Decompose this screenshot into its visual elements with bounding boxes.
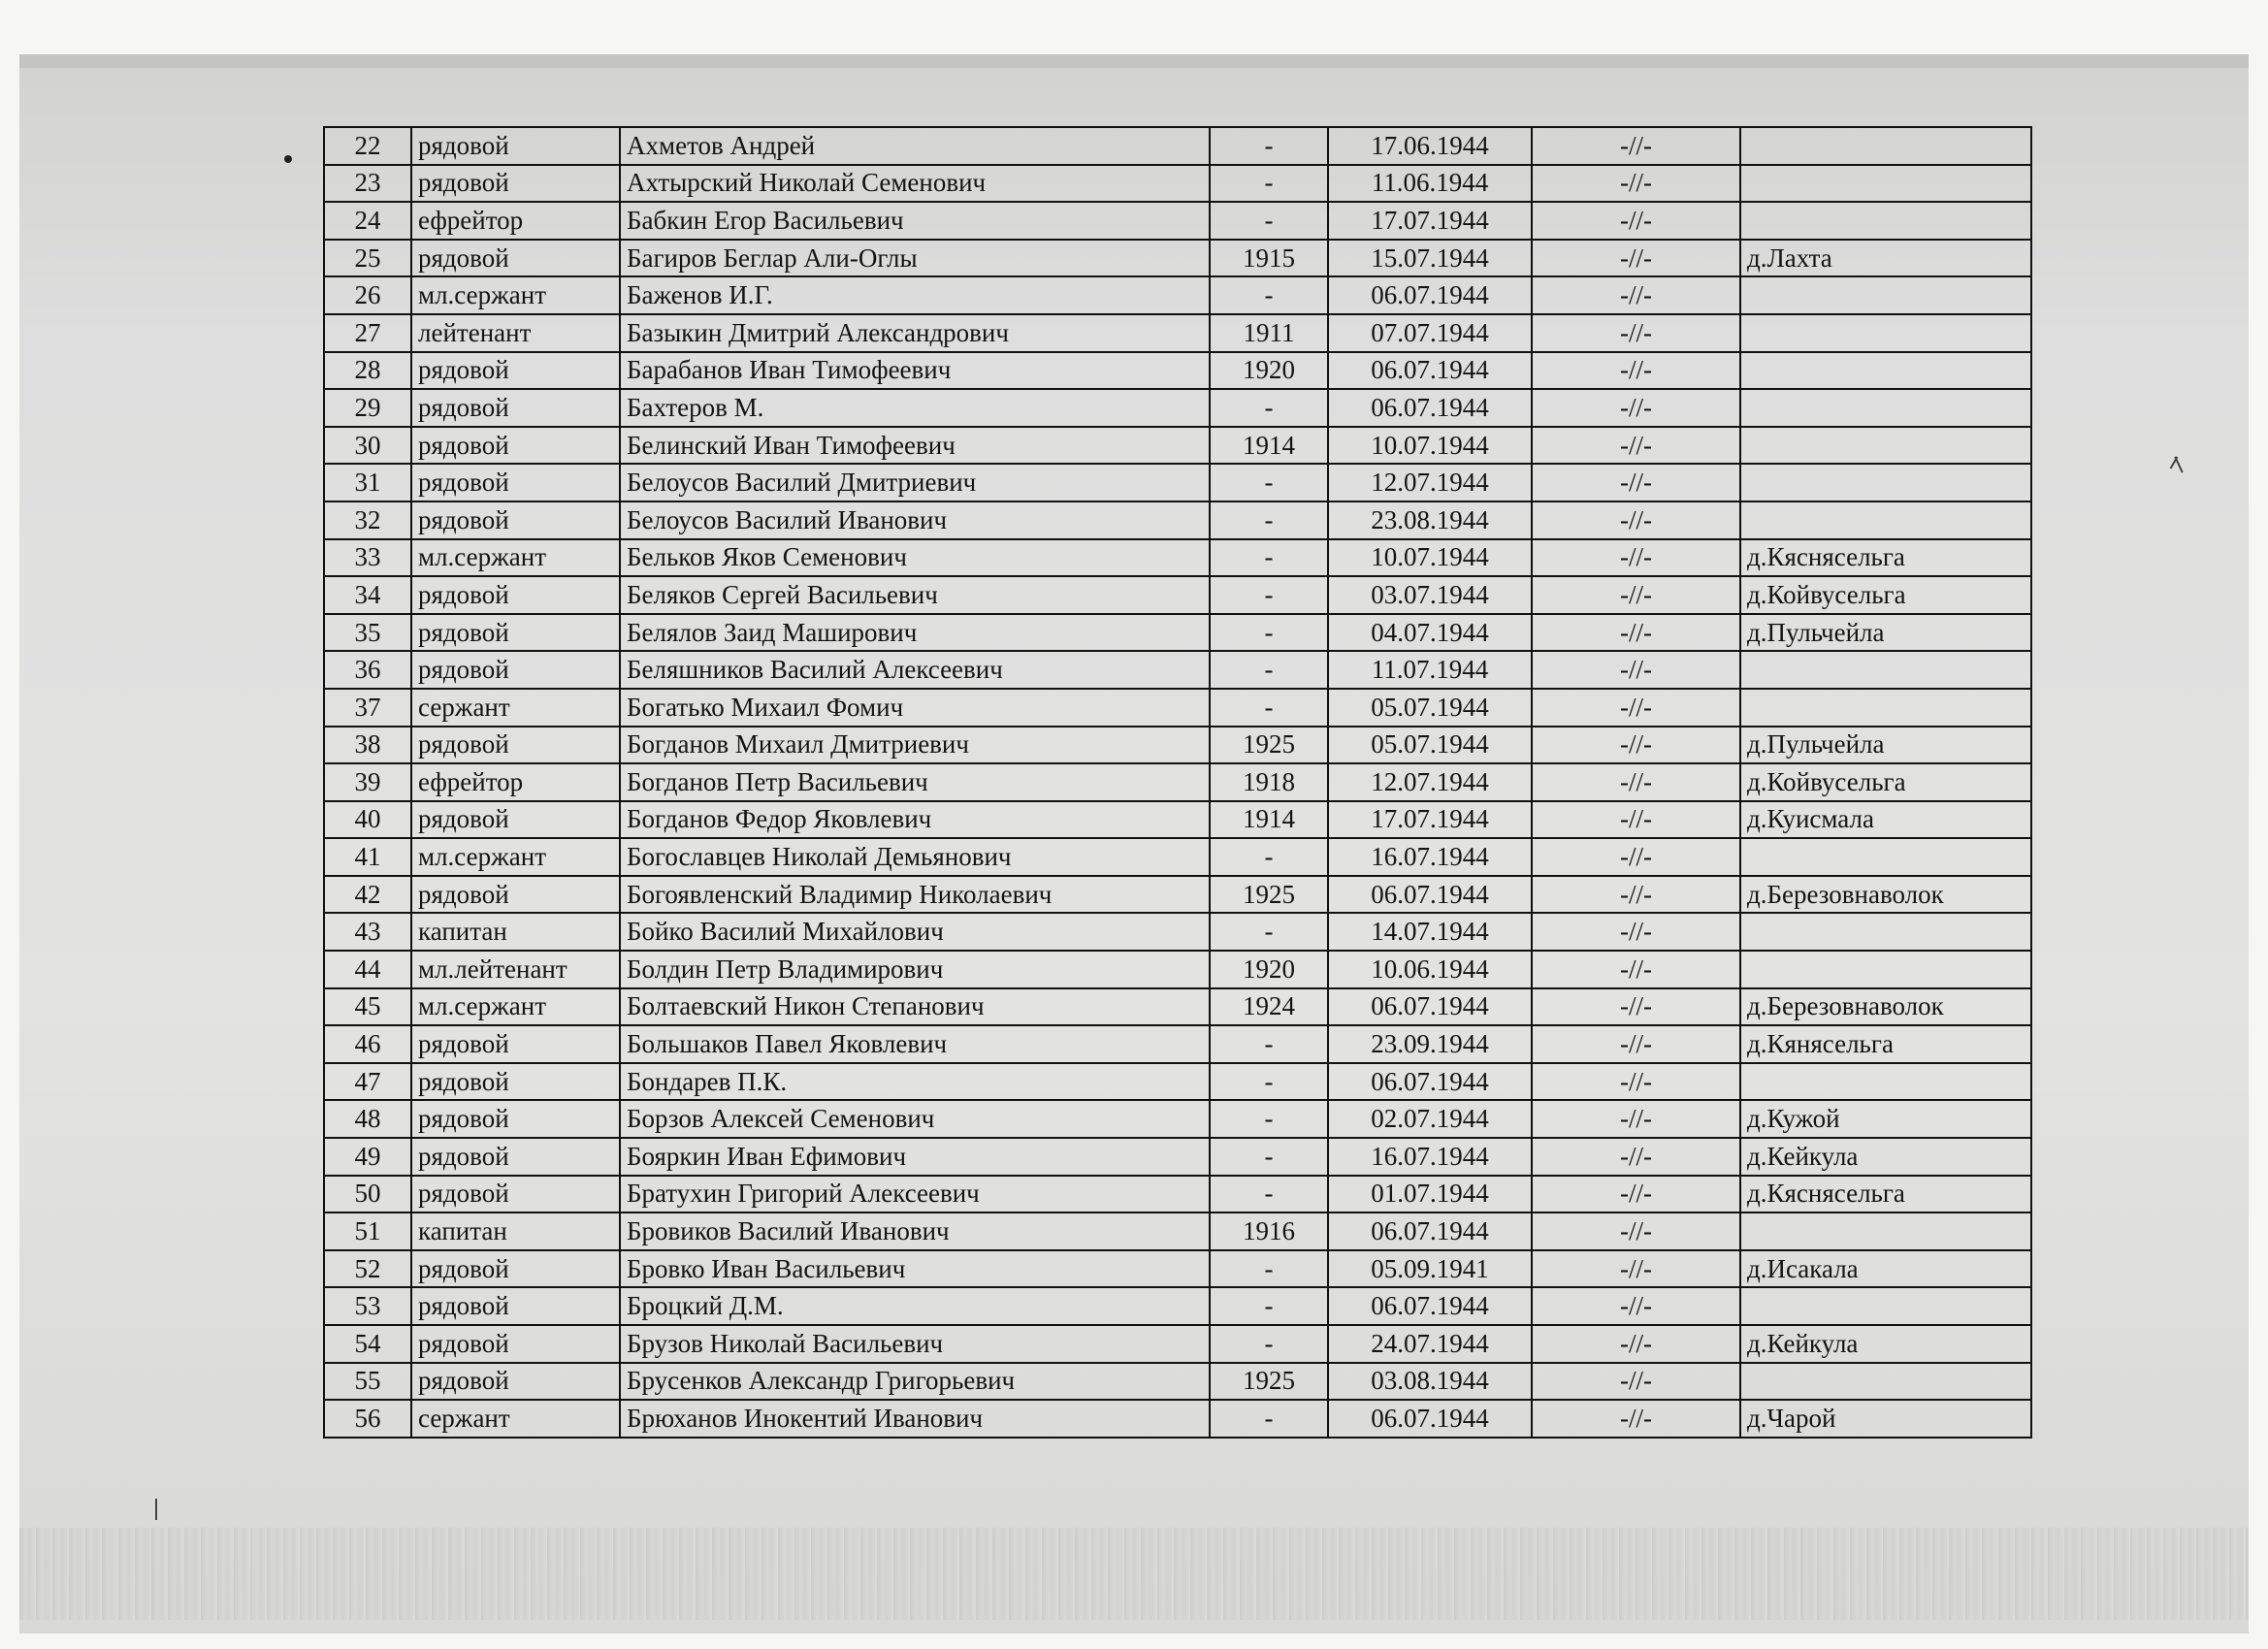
rank-cell: рядовой <box>411 727 620 764</box>
birth-year-cell: - <box>1210 1176 1328 1213</box>
row-number: 22 <box>324 127 411 165</box>
ditto-mark-cell: -//- <box>1532 127 1740 165</box>
row-number: 40 <box>324 801 411 839</box>
date-cell: 02.07.1944 <box>1328 1100 1532 1138</box>
full-name-cell: Бондарев П.К. <box>620 1063 1210 1101</box>
date-cell: 05.07.1944 <box>1328 727 1532 764</box>
full-name-cell: Болтаевский Никон Степанович <box>620 988 1210 1026</box>
table-row <box>324 727 2031 764</box>
birth-year-cell: 1925 <box>1210 1363 1328 1401</box>
date-cell: 11.06.1944 <box>1328 165 1532 203</box>
table-row <box>324 1400 2031 1438</box>
ditto-mark-cell: -//- <box>1532 539 1740 577</box>
place-cell: д.Пульчейла <box>1740 727 2031 764</box>
table-row <box>324 1063 2031 1101</box>
place-cell: д.Березовнаволок <box>1740 988 2031 1026</box>
place-cell: д.Койвусельга <box>1740 576 2031 614</box>
place-cell: д.Кужой <box>1740 1100 2031 1138</box>
row-number: 49 <box>324 1138 411 1176</box>
date-cell: 16.07.1944 <box>1328 1138 1532 1176</box>
rank-cell: мл.лейтенант <box>411 951 620 988</box>
ditto-mark-cell: -//- <box>1532 464 1740 501</box>
birth-year-cell: 1914 <box>1210 427 1328 465</box>
place-cell: д.Чарой <box>1740 1400 2031 1438</box>
place-cell: д.Пульчейла <box>1740 614 2031 652</box>
date-cell: 06.07.1944 <box>1328 876 1532 914</box>
date-cell: 05.07.1944 <box>1328 689 1532 727</box>
rank-cell: рядовой <box>411 1363 620 1401</box>
ditto-mark-cell: -//- <box>1532 913 1740 951</box>
full-name-cell: Большаков Павел Яковлевич <box>620 1025 1210 1063</box>
row-number: 26 <box>324 276 411 314</box>
birth-year-cell: - <box>1210 1063 1328 1101</box>
row-number: 33 <box>324 539 411 577</box>
place-cell: д.Кяснясельга <box>1740 1176 2031 1213</box>
full-name-cell: Бахтеров М. <box>620 389 1210 427</box>
birth-year-cell: 1925 <box>1210 876 1328 914</box>
table-row <box>324 576 2031 614</box>
place-cell <box>1740 314 2031 352</box>
rank-cell: рядовой <box>411 1325 620 1363</box>
date-cell: 06.07.1944 <box>1328 1287 1532 1325</box>
birth-year-cell: - <box>1210 1287 1328 1325</box>
birth-year-cell: - <box>1210 689 1328 727</box>
birth-year-cell: - <box>1210 1400 1328 1438</box>
ditto-mark-cell: -//- <box>1532 1287 1740 1325</box>
rank-cell: рядовой <box>411 1025 620 1063</box>
date-cell: 16.07.1944 <box>1328 838 1532 876</box>
rank-cell: рядовой <box>411 876 620 914</box>
table-row <box>324 614 2031 652</box>
table-row <box>324 1138 2031 1176</box>
full-name-cell: Базыкин Дмитрий Александрович <box>620 314 1210 352</box>
birth-year-cell: - <box>1210 1138 1328 1176</box>
ditto-mark-cell: -//- <box>1532 727 1740 764</box>
place-cell: д.Кянясельга <box>1740 1025 2031 1063</box>
place-cell <box>1740 127 2031 165</box>
row-number: 52 <box>324 1250 411 1288</box>
rank-cell: капитан <box>411 913 620 951</box>
row-number: 42 <box>324 876 411 914</box>
table-row <box>324 276 2031 314</box>
ditto-mark-cell: -//- <box>1532 240 1740 277</box>
place-cell <box>1740 838 2031 876</box>
birth-year-cell: - <box>1210 614 1328 652</box>
date-cell: 23.09.1944 <box>1328 1025 1532 1063</box>
place-cell <box>1740 427 2031 465</box>
birth-year-cell: - <box>1210 165 1328 203</box>
ditto-mark-cell: -//- <box>1532 876 1740 914</box>
birth-year-cell: - <box>1210 501 1328 539</box>
full-name-cell: Багиров Беглар Али-Оглы <box>620 240 1210 277</box>
ditto-mark-cell: -//- <box>1532 202 1740 240</box>
place-cell <box>1740 389 2031 427</box>
full-name-cell: Барабанов Иван Тимофеевич <box>620 352 1210 390</box>
table-row <box>324 1025 2031 1063</box>
table-row <box>324 651 2031 689</box>
table-row <box>324 988 2031 1026</box>
ditto-mark-cell: -//- <box>1532 801 1740 839</box>
birth-year-cell: - <box>1210 1100 1328 1138</box>
full-name-cell: Борзов Алексей Семенович <box>620 1100 1210 1138</box>
place-cell <box>1740 464 2031 501</box>
birth-year-cell: - <box>1210 1325 1328 1363</box>
row-number: 54 <box>324 1325 411 1363</box>
place-cell <box>1740 202 2031 240</box>
birth-year-cell: - <box>1210 576 1328 614</box>
full-name-cell: Богданов Петр Васильевич <box>620 763 1210 801</box>
table-row <box>324 1176 2031 1213</box>
date-cell: 14.07.1944 <box>1328 913 1532 951</box>
row-number: 23 <box>324 165 411 203</box>
full-name-cell: Бельков Яков Семенович <box>620 539 1210 577</box>
rank-cell: ефрейтор <box>411 202 620 240</box>
birth-year-cell: - <box>1210 913 1328 951</box>
ditto-mark-cell: -//- <box>1532 389 1740 427</box>
date-cell: 07.07.1944 <box>1328 314 1532 352</box>
ditto-mark-cell: -//- <box>1532 838 1740 876</box>
place-cell <box>1740 276 2031 314</box>
table-row <box>324 689 2031 727</box>
rank-cell: сержант <box>411 689 620 727</box>
rank-cell: рядовой <box>411 240 620 277</box>
row-number: 45 <box>324 988 411 1026</box>
table-row <box>324 539 2031 577</box>
row-number: 27 <box>324 314 411 352</box>
ditto-mark-cell: -//- <box>1532 1212 1740 1250</box>
date-cell: 06.07.1944 <box>1328 1063 1532 1101</box>
birth-year-cell: 1920 <box>1210 951 1328 988</box>
full-name-cell: Баженов И.Г. <box>620 276 1210 314</box>
rank-cell: рядовой <box>411 576 620 614</box>
ditto-mark-cell: -//- <box>1532 1400 1740 1438</box>
rank-cell: рядовой <box>411 127 620 165</box>
rank-cell: рядовой <box>411 1176 620 1213</box>
rank-cell: рядовой <box>411 1250 620 1288</box>
ditto-mark-cell: -//- <box>1532 763 1740 801</box>
row-number: 36 <box>324 651 411 689</box>
rank-cell: рядовой <box>411 501 620 539</box>
date-cell: 03.07.1944 <box>1328 576 1532 614</box>
table-row <box>324 389 2031 427</box>
row-number: 25 <box>324 240 411 277</box>
place-cell: д.Куисмала <box>1740 801 2031 839</box>
place-cell <box>1740 352 2031 390</box>
ditto-mark-cell: -//- <box>1532 1063 1740 1101</box>
table-row <box>324 1363 2031 1401</box>
row-number: 47 <box>324 1063 411 1101</box>
rank-cell: рядовой <box>411 165 620 203</box>
birth-year-cell: 1915 <box>1210 240 1328 277</box>
full-name-cell: Бабкин Егор Васильевич <box>620 202 1210 240</box>
table-row <box>324 501 2031 539</box>
place-cell <box>1740 651 2031 689</box>
rank-cell: мл.сержант <box>411 276 620 314</box>
birth-year-cell: 1918 <box>1210 763 1328 801</box>
full-name-cell: Ахметов Андрей <box>620 127 1210 165</box>
rank-cell: рядовой <box>411 427 620 465</box>
ditto-mark-cell: -//- <box>1532 1138 1740 1176</box>
birth-year-cell: - <box>1210 539 1328 577</box>
place-cell <box>1740 1212 2031 1250</box>
row-number: 37 <box>324 689 411 727</box>
place-cell <box>1740 1363 2031 1401</box>
table-row <box>324 913 2031 951</box>
table-row <box>324 876 2031 914</box>
birth-year-cell: - <box>1210 127 1328 165</box>
date-cell: 12.07.1944 <box>1328 763 1532 801</box>
birth-year-cell: - <box>1210 202 1328 240</box>
place-cell <box>1740 951 2031 988</box>
place-cell: д.Койвусельга <box>1740 763 2031 801</box>
birth-year-cell: 1914 <box>1210 801 1328 839</box>
table-row <box>324 801 2031 839</box>
date-cell: 04.07.1944 <box>1328 614 1532 652</box>
birth-year-cell: 1925 <box>1210 727 1328 764</box>
birth-year-cell: 1911 <box>1210 314 1328 352</box>
full-name-cell: Братухин Григорий Алексеевич <box>620 1176 1210 1213</box>
full-name-cell: Богданов Федор Яковлевич <box>620 801 1210 839</box>
place-cell: д.Исакала <box>1740 1250 2031 1288</box>
ink-mark <box>284 155 292 163</box>
row-number: 29 <box>324 389 411 427</box>
ditto-mark-cell: -//- <box>1532 1250 1740 1288</box>
full-name-cell: Бровиков Василий Иванович <box>620 1212 1210 1250</box>
ditto-mark-cell: -//- <box>1532 165 1740 203</box>
full-name-cell: Брусенков Александр Григорьевич <box>620 1363 1210 1401</box>
full-name-cell: Беляков Сергей Васильевич <box>620 576 1210 614</box>
ditto-mark-cell: -//- <box>1532 314 1740 352</box>
date-cell: 06.07.1944 <box>1328 988 1532 1026</box>
date-cell: 12.07.1944 <box>1328 464 1532 501</box>
row-number: 39 <box>324 763 411 801</box>
full-name-cell: Броцкий Д.М. <box>620 1287 1210 1325</box>
place-cell: д.Кяснясельга <box>1740 539 2031 577</box>
row-number: 32 <box>324 501 411 539</box>
rank-cell: рядовой <box>411 1138 620 1176</box>
row-number: 53 <box>324 1287 411 1325</box>
row-number: 41 <box>324 838 411 876</box>
ditto-mark-cell: -//- <box>1532 1363 1740 1401</box>
row-number: 28 <box>324 352 411 390</box>
full-name-cell: Бояркин Иван Ефимович <box>620 1138 1210 1176</box>
rank-cell: мл.сержант <box>411 988 620 1026</box>
rank-cell: капитан <box>411 1212 620 1250</box>
table-row <box>324 1100 2031 1138</box>
place-cell: д.Кейкула <box>1740 1325 2031 1363</box>
ditto-mark-cell: -//- <box>1532 427 1740 465</box>
date-cell: 17.07.1944 <box>1328 202 1532 240</box>
rank-cell: рядовой <box>411 464 620 501</box>
scan-artifact-mark <box>155 1499 157 1520</box>
place-cell: д.Березовнаволок <box>1740 876 2031 914</box>
row-number: 48 <box>324 1100 411 1138</box>
full-name-cell: Болдин Петр Владимирович <box>620 951 1210 988</box>
table-row <box>324 165 2031 203</box>
full-name-cell: Брюханов Инокентий Иванович <box>620 1400 1210 1438</box>
table-row <box>324 314 2031 352</box>
row-number: 44 <box>324 951 411 988</box>
ditto-mark-cell: -//- <box>1532 1025 1740 1063</box>
birth-year-cell: - <box>1210 389 1328 427</box>
date-cell: 01.07.1944 <box>1328 1176 1532 1213</box>
row-number: 55 <box>324 1363 411 1401</box>
table-row <box>324 763 2031 801</box>
row-number: 38 <box>324 727 411 764</box>
rank-cell: рядовой <box>411 801 620 839</box>
scan-bottom-noise <box>19 1528 2249 1620</box>
table-row <box>324 951 2031 988</box>
full-name-cell: Богоявленский Владимир Николаевич <box>620 876 1210 914</box>
row-number: 24 <box>324 202 411 240</box>
ditto-mark-cell: -//- <box>1532 276 1740 314</box>
table-row <box>324 352 2031 390</box>
row-number: 34 <box>324 576 411 614</box>
full-name-cell: Белоусов Василий Иванович <box>620 501 1210 539</box>
place-cell: д.Кейкула <box>1740 1138 2031 1176</box>
birth-year-cell: - <box>1210 838 1328 876</box>
birth-year-cell: 1916 <box>1210 1212 1328 1250</box>
full-name-cell: Бойко Василий Михайлович <box>620 913 1210 951</box>
row-number: 30 <box>324 427 411 465</box>
ditto-mark-cell: -//- <box>1532 614 1740 652</box>
table-row <box>324 427 2031 465</box>
ditto-mark-cell: -//- <box>1532 689 1740 727</box>
rank-cell: рядовой <box>411 1287 620 1325</box>
place-cell <box>1740 501 2031 539</box>
rank-cell: рядовой <box>411 614 620 652</box>
full-name-cell: Богославцев Николай Демьянович <box>620 838 1210 876</box>
row-number: 51 <box>324 1212 411 1250</box>
table-row <box>324 1325 2031 1363</box>
table-row <box>324 127 2031 165</box>
full-name-cell: Белоусов Василий Дмитриевич <box>620 464 1210 501</box>
date-cell: 11.07.1944 <box>1328 651 1532 689</box>
date-cell: 03.08.1944 <box>1328 1363 1532 1401</box>
place-cell <box>1740 1287 2031 1325</box>
scan-top-edge <box>19 54 2249 68</box>
rank-cell: рядовой <box>411 389 620 427</box>
date-cell: 06.07.1944 <box>1328 352 1532 390</box>
rank-cell: рядовой <box>411 1100 620 1138</box>
birth-year-cell: - <box>1210 464 1328 501</box>
table-row <box>324 1287 2031 1325</box>
rank-cell: мл.сержант <box>411 539 620 577</box>
full-name-cell: Бровко Иван Васильевич <box>620 1250 1210 1288</box>
rank-cell: рядовой <box>411 1063 620 1101</box>
birth-year-cell: - <box>1210 1025 1328 1063</box>
full-name-cell: Брузов Николай Васильевич <box>620 1325 1210 1363</box>
birth-year-cell: 1924 <box>1210 988 1328 1026</box>
ditto-mark-cell: -//- <box>1532 1325 1740 1363</box>
birth-year-cell: - <box>1210 1250 1328 1288</box>
ditto-mark-cell: -//- <box>1532 1176 1740 1213</box>
ditto-mark-cell: -//- <box>1532 501 1740 539</box>
row-number: 31 <box>324 464 411 501</box>
full-name-cell: Белялов Заид Маширович <box>620 614 1210 652</box>
ditto-mark-cell: -//- <box>1532 352 1740 390</box>
row-number: 56 <box>324 1400 411 1438</box>
place-cell <box>1740 689 2031 727</box>
row-number: 50 <box>324 1176 411 1213</box>
date-cell: 06.07.1944 <box>1328 389 1532 427</box>
ditto-mark-cell: -//- <box>1532 651 1740 689</box>
table-row <box>324 838 2031 876</box>
birth-year-cell: - <box>1210 651 1328 689</box>
full-name-cell: Богатько Михаил Фомич <box>620 689 1210 727</box>
ditto-mark-cell: -//- <box>1532 1100 1740 1138</box>
rank-cell: мл.сержант <box>411 838 620 876</box>
birth-year-cell: 1920 <box>1210 352 1328 390</box>
ditto-mark-cell: -//- <box>1532 576 1740 614</box>
date-cell: 06.07.1944 <box>1328 276 1532 314</box>
date-cell: 17.07.1944 <box>1328 801 1532 839</box>
date-cell: 10.07.1944 <box>1328 539 1532 577</box>
table-row <box>324 240 2031 277</box>
date-cell: 24.07.1944 <box>1328 1325 1532 1363</box>
rank-cell: лейтенант <box>411 314 620 352</box>
date-cell: 15.07.1944 <box>1328 240 1532 277</box>
full-name-cell: Беляшников Василий Алексеевич <box>620 651 1210 689</box>
date-cell: 06.07.1944 <box>1328 1400 1532 1438</box>
casualty-roster-table <box>323 126 2032 1439</box>
place-cell <box>1740 913 2031 951</box>
place-cell: д.Лахта <box>1740 240 2031 277</box>
row-number: 46 <box>324 1025 411 1063</box>
rank-cell: рядовой <box>411 352 620 390</box>
table-row <box>324 1250 2031 1288</box>
full-name-cell: Ахтырский Николай Семенович <box>620 165 1210 203</box>
date-cell: 06.07.1944 <box>1328 1212 1532 1250</box>
date-cell: 10.07.1944 <box>1328 427 1532 465</box>
roster-body <box>324 127 2031 1438</box>
full-name-cell: Богданов Михаил Дмитриевич <box>620 727 1210 764</box>
date-cell: 17.06.1944 <box>1328 127 1532 165</box>
date-cell: 23.08.1944 <box>1328 501 1532 539</box>
table-row <box>324 464 2031 501</box>
date-cell: 05.09.1941 <box>1328 1250 1532 1288</box>
place-cell <box>1740 165 2031 203</box>
rank-cell: рядовой <box>411 651 620 689</box>
ditto-mark-cell: -//- <box>1532 988 1740 1026</box>
row-number: 35 <box>324 614 411 652</box>
date-cell: 10.06.1944 <box>1328 951 1532 988</box>
birth-year-cell: - <box>1210 276 1328 314</box>
full-name-cell: Белинский Иван Тимофеевич <box>620 427 1210 465</box>
place-cell <box>1740 1063 2031 1101</box>
rank-cell: ефрейтор <box>411 763 620 801</box>
table-row <box>324 202 2031 240</box>
rank-cell: сержант <box>411 1400 620 1438</box>
ditto-mark-cell: -//- <box>1532 951 1740 988</box>
row-number: 43 <box>324 913 411 951</box>
table-row <box>324 1212 2031 1250</box>
